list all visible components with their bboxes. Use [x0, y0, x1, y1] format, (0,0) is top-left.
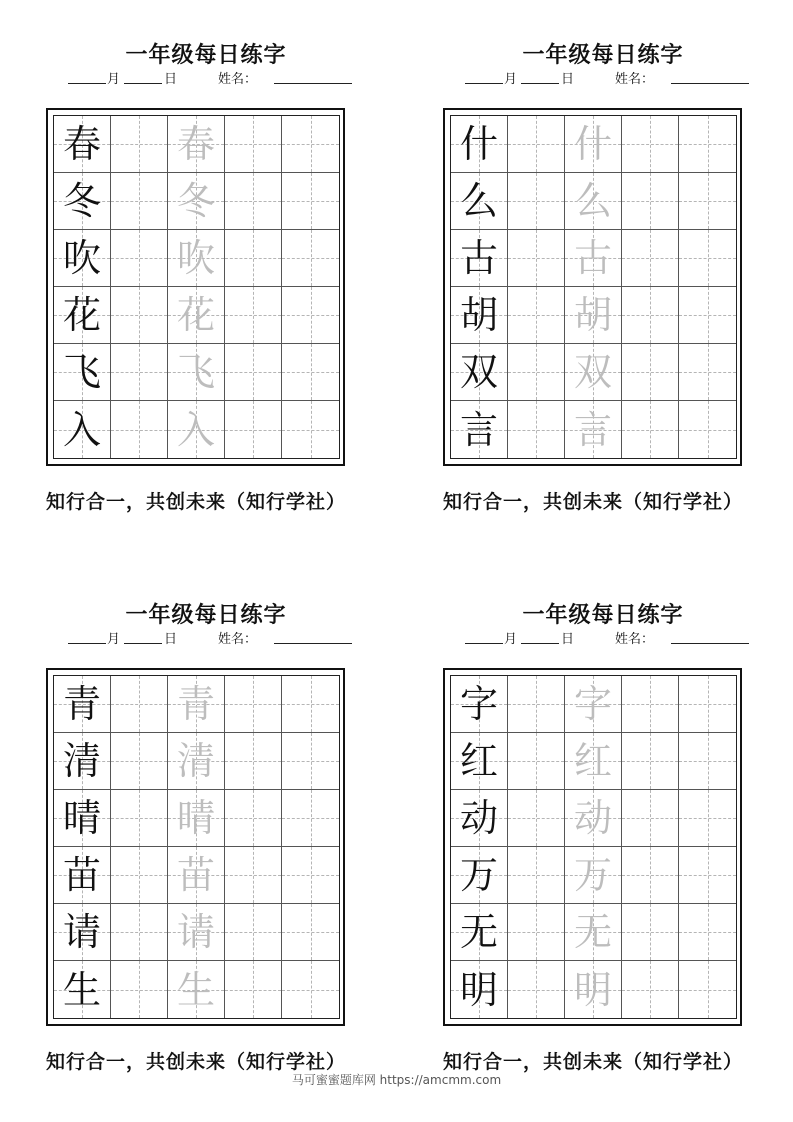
writing-cell[interactable]	[622, 116, 679, 173]
model-character	[54, 847, 111, 904]
model-character-text: 生	[62, 967, 101, 1012]
model-character-text: 晴	[62, 796, 101, 840]
model-character-text: 冬	[62, 179, 101, 223]
tianzige-grid	[53, 675, 340, 1019]
model-character	[54, 790, 111, 847]
slogan-text: 知行合一，共创未来（知行学社）	[443, 491, 744, 513]
month-label: 月	[504, 72, 518, 87]
trace-character-text: 字	[573, 682, 612, 726]
trace-character-text: 请	[176, 910, 215, 954]
writing-cell[interactable]	[225, 676, 282, 733]
writing-cell[interactable]	[282, 847, 339, 904]
trace-character	[168, 790, 225, 847]
day-label: 日	[164, 72, 178, 87]
writing-cell[interactable]	[225, 847, 282, 904]
writing-cell[interactable]	[622, 904, 679, 961]
model-character-text: 古	[459, 236, 498, 280]
day-blank[interactable]	[124, 83, 162, 84]
writing-cell[interactable]	[508, 287, 565, 344]
model-character	[451, 904, 508, 961]
trace-character	[565, 961, 622, 1018]
month-blank[interactable]	[465, 83, 503, 84]
month-blank[interactable]	[68, 643, 106, 644]
writing-cell[interactable]	[282, 676, 339, 733]
trace-character-text: 红	[573, 739, 612, 783]
writing-cell[interactable]	[508, 230, 565, 287]
model-character-text: 无	[459, 910, 498, 954]
trace-character-text: 么	[573, 179, 612, 223]
writing-cell[interactable]	[508, 790, 565, 847]
trace-character-text: 胡	[573, 293, 612, 337]
trace-character-text: 冬	[176, 179, 215, 223]
date-name-line	[443, 68, 763, 88]
model-character-text: 吹	[62, 236, 101, 280]
model-character	[54, 733, 111, 790]
writing-cell[interactable]	[282, 733, 339, 790]
writing-cell[interactable]	[111, 676, 168, 733]
trace-character-text: 无	[573, 910, 612, 954]
model-character	[451, 173, 508, 230]
model-character-text: 飞	[62, 350, 101, 394]
writing-cell[interactable]	[508, 676, 565, 733]
name-label: 姓名：	[615, 632, 655, 647]
writing-cell[interactable]	[225, 287, 282, 344]
trace-character	[565, 287, 622, 344]
trace-character-text: 明	[573, 967, 612, 1012]
trace-character	[168, 961, 225, 1018]
name-blank[interactable]	[274, 83, 352, 84]
writing-cell[interactable]	[111, 173, 168, 230]
trace-character-text: 飞	[176, 350, 215, 394]
writing-cell[interactable]	[508, 116, 565, 173]
month-label: 月	[107, 632, 121, 647]
writing-cell[interactable]	[111, 401, 168, 458]
model-character	[54, 116, 111, 173]
writing-cell[interactable]	[282, 401, 339, 458]
day-blank[interactable]	[521, 643, 559, 644]
trace-character-text: 双	[573, 350, 612, 394]
writing-cell[interactable]	[282, 230, 339, 287]
trace-character	[565, 344, 622, 401]
model-character	[451, 961, 508, 1018]
writing-cell[interactable]	[111, 230, 168, 287]
trace-character-text: 吹	[176, 236, 215, 280]
trace-character-text: 动	[573, 796, 612, 840]
writing-cell[interactable]	[111, 344, 168, 401]
practice-frame	[46, 668, 345, 1026]
slogan-text: 知行合一，共创未来（知行学社）	[46, 1051, 347, 1073]
name-label: 姓名：	[615, 72, 655, 87]
model-character	[451, 401, 508, 458]
writing-cell[interactable]	[225, 116, 282, 173]
writing-cell[interactable]	[679, 173, 736, 230]
model-character-text: 什	[459, 122, 498, 166]
model-character	[451, 847, 508, 904]
tianzige-grid	[450, 115, 737, 459]
trace-character	[565, 401, 622, 458]
model-character	[451, 733, 508, 790]
writing-cell[interactable]	[282, 904, 339, 961]
model-character	[451, 676, 508, 733]
model-character-text: 明	[459, 967, 498, 1012]
model-character-text: 春	[62, 122, 101, 166]
month-blank[interactable]	[68, 83, 106, 84]
trace-character	[168, 344, 225, 401]
writing-cell[interactable]	[282, 790, 339, 847]
trace-character-text: 晴	[176, 796, 215, 840]
writing-cell[interactable]	[622, 847, 679, 904]
date-name-line	[46, 628, 366, 648]
name-label: 姓名：	[218, 632, 258, 647]
trace-character	[168, 401, 225, 458]
writing-cell[interactable]	[622, 790, 679, 847]
day-label: 日	[561, 72, 575, 87]
trace-character-text: 言	[573, 407, 612, 452]
trace-character	[565, 230, 622, 287]
trace-character	[565, 904, 622, 961]
writing-cell[interactable]	[508, 847, 565, 904]
model-character-text: 胡	[459, 293, 498, 337]
writing-cell[interactable]	[225, 401, 282, 458]
model-character	[451, 287, 508, 344]
trace-character-text: 苗	[176, 853, 215, 897]
writing-cell[interactable]	[225, 344, 282, 401]
writing-cell[interactable]	[622, 230, 679, 287]
trace-character-text: 清	[176, 739, 215, 783]
writing-cell[interactable]	[225, 790, 282, 847]
writing-cell[interactable]	[111, 904, 168, 961]
trace-character-text: 什	[573, 122, 612, 166]
name-blank[interactable]	[671, 83, 749, 84]
trace-character-text: 生	[176, 967, 215, 1012]
model-character-text: 花	[62, 293, 101, 337]
trace-character	[168, 116, 225, 173]
writing-cell[interactable]	[225, 173, 282, 230]
writing-cell[interactable]	[111, 847, 168, 904]
writing-cell[interactable]	[622, 173, 679, 230]
writing-cell[interactable]	[225, 904, 282, 961]
model-character	[54, 401, 111, 458]
model-character-text: 苗	[62, 853, 101, 897]
model-character-text: 动	[459, 796, 498, 840]
model-character	[54, 961, 111, 1018]
model-character-text: 红	[459, 739, 498, 783]
writing-cell[interactable]	[111, 116, 168, 173]
writing-cell[interactable]	[111, 287, 168, 344]
model-character-text: 言	[459, 407, 498, 452]
model-character	[54, 904, 111, 961]
trace-character	[168, 676, 225, 733]
model-character-text: 字	[459, 682, 498, 726]
writing-cell[interactable]	[679, 961, 736, 1018]
writing-cell[interactable]	[111, 733, 168, 790]
trace-character	[565, 116, 622, 173]
writing-cell[interactable]	[225, 230, 282, 287]
writing-cell[interactable]	[225, 961, 282, 1018]
trace-character	[565, 676, 622, 733]
writing-cell[interactable]	[282, 961, 339, 1018]
panel-title: 一年级每日练字	[125, 602, 287, 628]
trace-character	[168, 847, 225, 904]
model-character	[451, 790, 508, 847]
writing-cell[interactable]	[508, 733, 565, 790]
name-blank[interactable]	[671, 643, 749, 644]
date-name-line	[46, 68, 366, 88]
writing-cell[interactable]	[679, 344, 736, 401]
trace-character-text: 花	[176, 293, 215, 337]
practice-frame	[46, 108, 345, 466]
trace-character	[565, 790, 622, 847]
model-character-text: 双	[459, 350, 498, 394]
trace-character	[168, 287, 225, 344]
name-label: 姓名：	[218, 72, 258, 87]
slogan-text: 知行合一，共创未来（知行学社）	[443, 1051, 744, 1073]
trace-character-text: 春	[176, 122, 215, 166]
writing-cell[interactable]	[679, 287, 736, 344]
trace-character	[168, 733, 225, 790]
tianzige-grid	[53, 115, 340, 459]
writing-cell[interactable]	[508, 173, 565, 230]
trace-character	[168, 230, 225, 287]
month-blank[interactable]	[465, 643, 503, 644]
model-character	[54, 173, 111, 230]
writing-cell[interactable]	[622, 344, 679, 401]
writing-cell[interactable]	[508, 344, 565, 401]
writing-cell[interactable]	[508, 904, 565, 961]
writing-cell[interactable]	[679, 676, 736, 733]
writing-cell[interactable]	[622, 287, 679, 344]
trace-character-text: 古	[573, 236, 612, 280]
model-character	[54, 344, 111, 401]
model-character-text: 入	[62, 407, 101, 452]
writing-cell[interactable]	[622, 733, 679, 790]
model-character-text: 么	[459, 179, 498, 223]
writing-cell[interactable]	[679, 904, 736, 961]
writing-cell[interactable]	[225, 733, 282, 790]
writing-cell[interactable]	[679, 733, 736, 790]
model-character-text: 万	[459, 853, 498, 897]
panel-title: 一年级每日练字	[125, 42, 287, 68]
writing-cell[interactable]	[282, 287, 339, 344]
panel-title: 一年级每日练字	[522, 42, 684, 68]
day-label: 日	[164, 632, 178, 647]
model-character	[54, 676, 111, 733]
writing-cell[interactable]	[679, 847, 736, 904]
writing-cell[interactable]	[508, 401, 565, 458]
writing-cell[interactable]	[679, 116, 736, 173]
month-label: 月	[107, 72, 121, 87]
writing-cell[interactable]	[111, 961, 168, 1018]
trace-character	[565, 847, 622, 904]
writing-cell[interactable]	[282, 116, 339, 173]
slogan-text: 知行合一，共创未来（知行学社）	[46, 491, 347, 513]
model-character	[54, 287, 111, 344]
writing-cell[interactable]	[508, 961, 565, 1018]
model-character	[451, 230, 508, 287]
trace-character-text: 万	[573, 853, 612, 897]
writing-cell[interactable]	[282, 173, 339, 230]
writing-cell[interactable]	[679, 401, 736, 458]
trace-character	[168, 904, 225, 961]
day-label: 日	[561, 632, 575, 647]
writing-cell[interactable]	[622, 401, 679, 458]
day-blank[interactable]	[521, 83, 559, 84]
date-name-line	[443, 628, 763, 648]
writing-cell[interactable]	[622, 676, 679, 733]
model-character-text: 请	[62, 910, 101, 954]
footer-watermark: 马可蜜蜜题库网 https://amcmm.com	[291, 1073, 502, 1087]
practice-frame	[443, 108, 742, 466]
writing-cell[interactable]	[282, 344, 339, 401]
practice-frame	[443, 668, 742, 1026]
model-character	[54, 230, 111, 287]
tianzige-grid	[450, 675, 737, 1019]
trace-character	[565, 173, 622, 230]
trace-character	[565, 733, 622, 790]
trace-character-text: 入	[176, 407, 215, 452]
writing-cell[interactable]	[622, 961, 679, 1018]
panel-title: 一年级每日练字	[522, 602, 684, 628]
name-blank[interactable]	[274, 643, 352, 644]
writing-cell[interactable]	[111, 790, 168, 847]
month-label: 月	[504, 632, 518, 647]
model-character	[451, 116, 508, 173]
writing-cell[interactable]	[679, 230, 736, 287]
day-blank[interactable]	[124, 643, 162, 644]
model-character-text: 清	[62, 739, 101, 783]
model-character	[451, 344, 508, 401]
writing-cell[interactable]	[679, 790, 736, 847]
trace-character-text: 青	[176, 682, 215, 726]
trace-character	[168, 173, 225, 230]
model-character-text: 青	[62, 682, 101, 726]
